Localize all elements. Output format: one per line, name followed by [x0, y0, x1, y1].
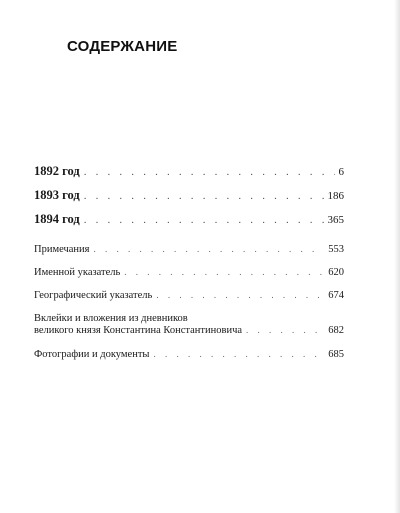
- toc-entry-page: 674: [328, 290, 344, 301]
- page-title: СОДЕРЖАНИЕ: [67, 38, 178, 55]
- toc-entry-photos[interactable]: [34, 349, 344, 360]
- page-edge-shadow: [394, 0, 400, 513]
- toc-entry-page: 620: [328, 267, 344, 278]
- dot-leader: [84, 166, 335, 178]
- toc-entry-label: Примечания: [34, 244, 90, 255]
- dot-leader: [124, 267, 324, 277]
- toc-entry-page: 553: [328, 244, 344, 255]
- toc-entry-geo-index[interactable]: [34, 290, 344, 301]
- toc-entry-page: 685: [328, 349, 344, 360]
- toc-entry-label: 1892 год: [34, 164, 80, 178]
- dot-leader: [156, 290, 324, 300]
- toc-entry-label: Географический указатель: [34, 290, 153, 301]
- toc-entry-label: 1893 год: [34, 188, 80, 202]
- toc-entry-1894[interactable]: [34, 212, 344, 227]
- toc-entry-1892[interactable]: [34, 164, 344, 179]
- dot-leader: [246, 325, 324, 335]
- toc-entry-label: Фотографии и документы: [34, 349, 150, 360]
- toc-entry-label-line1: Вклейки и вложения из дневников: [34, 313, 188, 324]
- toc-entry-page: 6: [338, 166, 344, 178]
- toc-entry-name-index[interactable]: [34, 267, 344, 278]
- toc-entry-1893[interactable]: [34, 188, 344, 203]
- toc-entry-notes[interactable]: [34, 244, 344, 255]
- dot-leader: [94, 244, 325, 254]
- toc-entry-inserts[interactable]: [34, 313, 344, 336]
- toc-entry-label: Именной указатель: [34, 267, 121, 278]
- toc-entry-label-line2: великого князя Константина Константиновича: [34, 325, 243, 336]
- toc-entry-page: 682: [328, 325, 344, 336]
- dot-leader: [153, 349, 324, 359]
- toc-entry-page: 365: [327, 214, 344, 226]
- toc-years: [34, 164, 344, 227]
- dot-leader: [84, 214, 324, 226]
- toc-entry-label: 1894 год: [34, 212, 80, 226]
- dot-leader: [84, 190, 324, 202]
- toc-entry-page: 186: [327, 190, 344, 202]
- toc-appendix: [34, 244, 344, 360]
